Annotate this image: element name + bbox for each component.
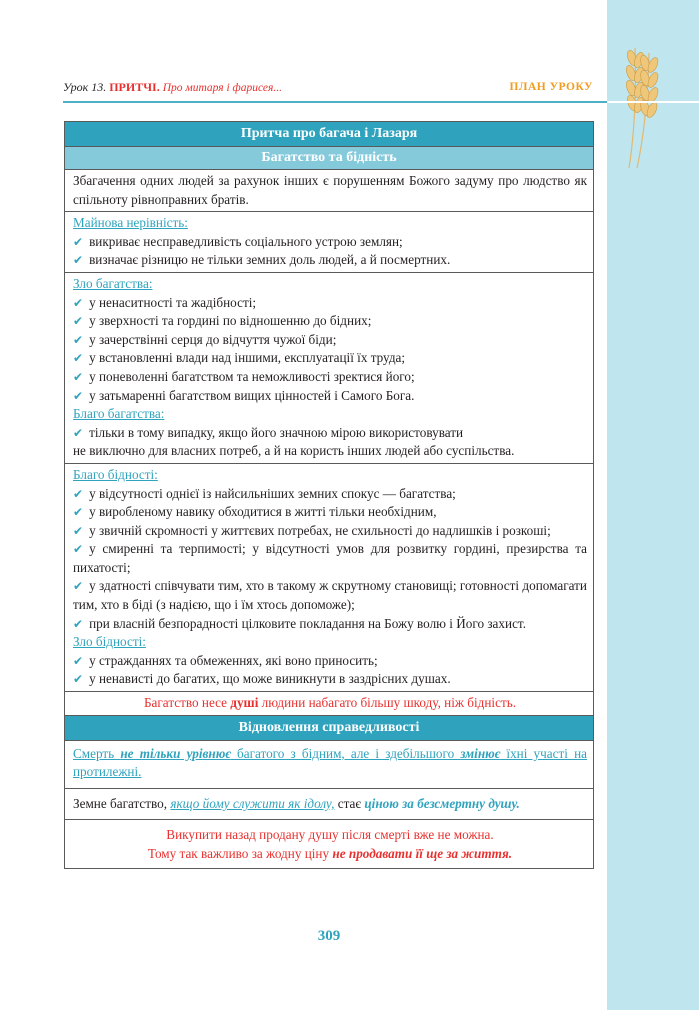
summary-statement: Багатство несе душі людини набагато більшу шкоду, ніж бідність. — [65, 692, 593, 716]
check-icon: ✔ — [73, 616, 84, 631]
evil-wealth-label: Зло багатства: — [73, 275, 153, 291]
check-icon: ✔ — [73, 425, 84, 440]
page-number: 309 — [317, 928, 341, 944]
page-header — [63, 80, 593, 100]
decorative-sidebar — [607, 0, 699, 1010]
check-icon: ✔ — [73, 523, 84, 538]
header-divider — [63, 101, 607, 103]
good-wealth-label: Благо багатства: — [73, 406, 165, 422]
earthly-wealth-statement: Земне багатство, якщо йому служити як ідолу, стає ціною за безсмертну душу. — [65, 789, 593, 821]
table-title: Притча про багача і Лазаря — [65, 122, 593, 147]
check-icon: ✔ — [73, 579, 84, 594]
check-icon: ✔ — [73, 314, 84, 329]
wheat-icon — [607, 28, 699, 178]
list-item: ✔ у здатності співчувати тим, хто в такому ж скрутному становищі; готовності допомагати тим, хто в біді (з надією, що і їм хтось допоможе); — [73, 578, 587, 613]
list-item: ✔ у смиренні та терпимості; у відсутності умов для розвитку гордині, презирства та пихатості; — [73, 541, 587, 575]
death-statement: Смерть не тільки урівнює багатого з бідним, але і здебільшого змінює їхні участі на протилежні. — [65, 741, 593, 789]
list-item: ✔ у затьмаренні багатством вищих цінностей і Самого Бога. — [73, 387, 415, 403]
lesson-topic: ПРИТЧІ. — [109, 80, 160, 94]
section-heading-wealth-poverty: Багатство та бідність — [65, 147, 593, 170]
list-item: ✔ у відсутності однієї із найсильніших земних спокус — багатства; — [73, 485, 456, 501]
check-icon: ✔ — [73, 505, 84, 520]
inequality-label: Майнова нерівність: — [73, 215, 188, 231]
list-item: ✔ при власній безпорадності цілковите покладання на Божу волю і Його захист. — [73, 615, 526, 631]
evil-poverty-label: Зло бідності: — [73, 634, 146, 650]
list-item: ✔ викриває несправедливість соціального устрою землян; — [73, 233, 403, 249]
check-icon: ✔ — [73, 351, 84, 366]
list-item: ✔ у поневоленні багатством та неможливості зректися його; — [73, 368, 415, 384]
list-item: ✔ у зверхності та гордині по відношенню до бідних; — [73, 313, 372, 329]
list-item: ✔ у стражданнях та обмеженнях, які воно приносить; — [73, 652, 378, 668]
list-item: ✔ у виробленому навику обходитися в житті тільки необхідним, — [73, 504, 437, 520]
check-icon: ✔ — [73, 234, 84, 249]
check-icon: ✔ — [73, 295, 84, 310]
sidebar-divider — [607, 101, 699, 103]
section-heading-justice: Відновлення справедливості — [65, 716, 593, 741]
good-poverty-label: Благо бідності: — [73, 466, 158, 482]
list-item: ✔ у ненаситності та жадібності; — [73, 294, 257, 310]
check-icon: ✔ — [73, 653, 84, 668]
inequality-block — [65, 212, 593, 273]
lesson-number: Урок 13. — [63, 80, 107, 94]
list-item: ✔ визначає різницю не тільки земних доль людей, а й посмертних. — [73, 252, 451, 268]
lesson-table — [64, 121, 594, 869]
final-statement: Викупити назад продану душу після смерті вже не можна. Тому так важливо за жодну ціну не продавати її ще за життя. — [65, 820, 593, 868]
check-icon: ✔ — [73, 369, 84, 384]
poverty-block — [65, 464, 593, 692]
list-item: ✔ у встановленні влади над іншими, експлуатації їх труда; — [73, 350, 406, 366]
check-icon: ✔ — [73, 253, 84, 268]
check-icon: ✔ — [73, 486, 84, 501]
lesson-plan-label: ПЛАН УРОКУ — [509, 81, 593, 93]
list-item: ✔ у зачерствінні серця до відчуття чужої біди; — [73, 331, 337, 347]
intro-paragraph: Збагачення одних людей за рахунок інших є порушенням Божого задуму про людство як спільноту рівноправних братів. — [65, 170, 593, 212]
list-item: ✔ тільки в тому випадку, якщо його значною мірою використовувати — [73, 424, 464, 440]
check-icon: ✔ — [73, 672, 84, 687]
list-item: ✔ у звичній скромності у життєвих потребах, не схильності до надлишків і розкоші; — [73, 522, 551, 538]
lesson-subtopic: Про митаря і фарисея... — [162, 82, 282, 94]
wealth-block — [65, 273, 593, 464]
list-item-continuation: не виключно для власних потреб, а й на користь інших людей або суспільства. — [73, 443, 515, 459]
check-icon: ✔ — [73, 388, 84, 403]
list-item: ✔ у ненависті до багатих, що може виникнути в заздрісних душах. — [73, 671, 451, 687]
check-icon: ✔ — [73, 332, 84, 347]
check-icon: ✔ — [73, 542, 84, 557]
